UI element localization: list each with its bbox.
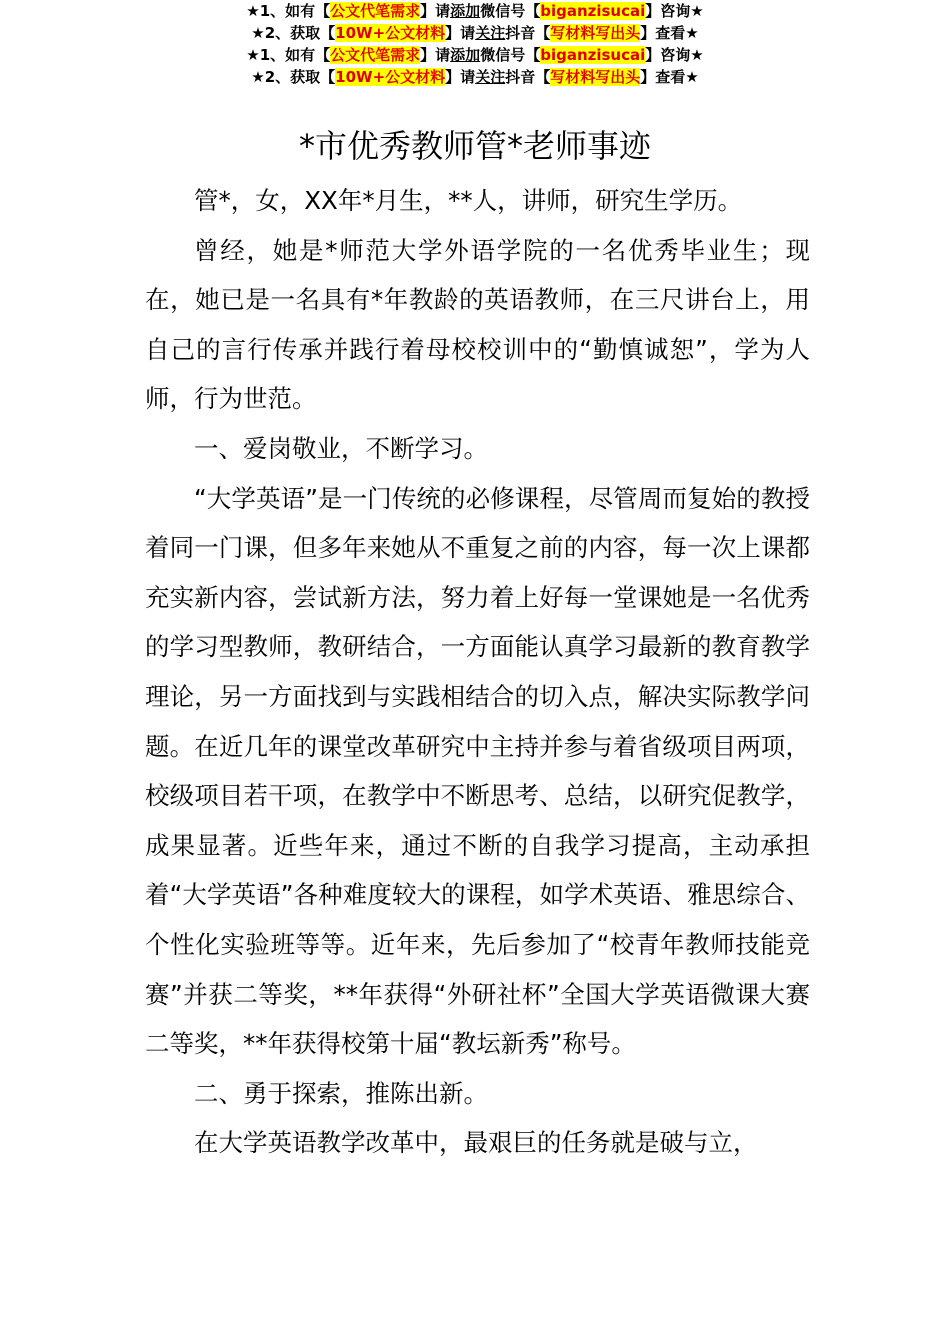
promo-text: 】咨询	[645, 2, 691, 20]
promo-text: 】查看	[640, 68, 686, 86]
paragraph: 曾经，她是*师范大学外语学院的一名优秀毕业生；现在，她已是一名具有*年教龄的英语教师，在三尺讲台上，用自己的言行传承并践行着母校校训中的“勤慎诚恕”，学为人师，行为世范。	[145, 235, 810, 414]
promo-text: 2、获取【	[264, 24, 336, 42]
promo-line-1	[0, 0, 950, 22]
promo-text: 】咨询	[645, 46, 691, 64]
promo-highlight: biganzisucai	[540, 2, 646, 20]
promo-highlight: biganzisucai	[540, 46, 646, 64]
promo-text: 1、如有【	[259, 2, 331, 20]
bottom-promo-banner	[0, 44, 950, 88]
document-body	[145, 176, 810, 1168]
promo-highlight: 10W+公文材料	[335, 68, 446, 86]
star-icon: ★	[251, 24, 265, 42]
promo-underline: 关注	[475, 68, 506, 86]
promo-highlight: 写材料写出头	[550, 68, 641, 86]
section-heading: 二、勇于探索，推陈出新。	[194, 1078, 488, 1108]
star-icon: ★	[685, 24, 699, 42]
promo-text: 2、获取【	[264, 68, 336, 86]
promo-underline: 关注	[475, 24, 506, 42]
promo-text: 】查看	[640, 24, 686, 42]
promo-text: 】请	[445, 68, 476, 86]
promo-text: 】请	[420, 2, 451, 20]
promo-line-2	[0, 22, 950, 44]
promo-text: 微信号【	[480, 2, 541, 20]
star-icon: ★	[690, 2, 704, 20]
paragraph: 管*，女，XX年*月生，**人，讲师，研究生学历。	[194, 186, 743, 215]
promo-text: 微信号【	[480, 46, 541, 64]
promo-highlight: 公文代笔需求	[330, 46, 421, 64]
promo-underline: 添加	[450, 46, 481, 64]
promo-highlight: 10W+公文材料	[335, 24, 446, 42]
star-icon: ★	[251, 68, 265, 86]
document-title: *市优秀教师管*老师事迹	[298, 127, 651, 165]
star-icon: ★	[246, 46, 260, 64]
top-promo-banner	[0, 0, 950, 44]
star-icon: ★	[690, 46, 704, 64]
paragraph: 在大学英语教学改革中，最艰巨的任务就是破与立，	[194, 1128, 758, 1158]
promo-text: 抖音【	[505, 68, 551, 86]
promo-highlight: 公文代笔需求	[330, 2, 421, 20]
promo-text: 抖音【	[505, 24, 551, 42]
promo-line-1	[0, 44, 950, 66]
paragraph: “大学英语”是一门传统的必修课程，尽管周而复始的教授着同一门课，但多年来她从不重复之前的内容，每一次上课都充实新内容，尝试新方法，努力着上好每一堂课她是一名优秀的学习型教师，教研结合，一方面能认真学习最新的教育教学理论，另一方面找到与实践相结合的切入点，解决实际教学问题。在近几年的课堂改革研究中主持并参与着省级项目两项，校级项目若干项，在教学中不断思考、总结，以研究促教学，成果显著。近些年来，通过不断的自我学习提高，主动承担着“大学英语”各种难度较大的课程，如学术英语、雅思综合、个性化实验班等等。近年来，先后参加了“校青年教师技能竞赛”并获二等奖，**年获得“外研社杯”全国大学英语微课大赛二等奖，**年获得校第十届“教坛新秀”称号。	[145, 483, 810, 1059]
star-icon: ★	[685, 68, 699, 86]
promo-text: 1、如有【	[259, 46, 331, 64]
promo-underline: 添加	[450, 2, 481, 20]
section-heading: 一、爱岗敬业，不断学习。	[194, 433, 488, 463]
promo-line-2	[0, 66, 950, 88]
promo-text: 】请	[420, 46, 451, 64]
star-icon: ★	[246, 2, 260, 20]
promo-text: 】请	[445, 24, 476, 42]
promo-highlight: 写材料写出头	[550, 24, 641, 42]
